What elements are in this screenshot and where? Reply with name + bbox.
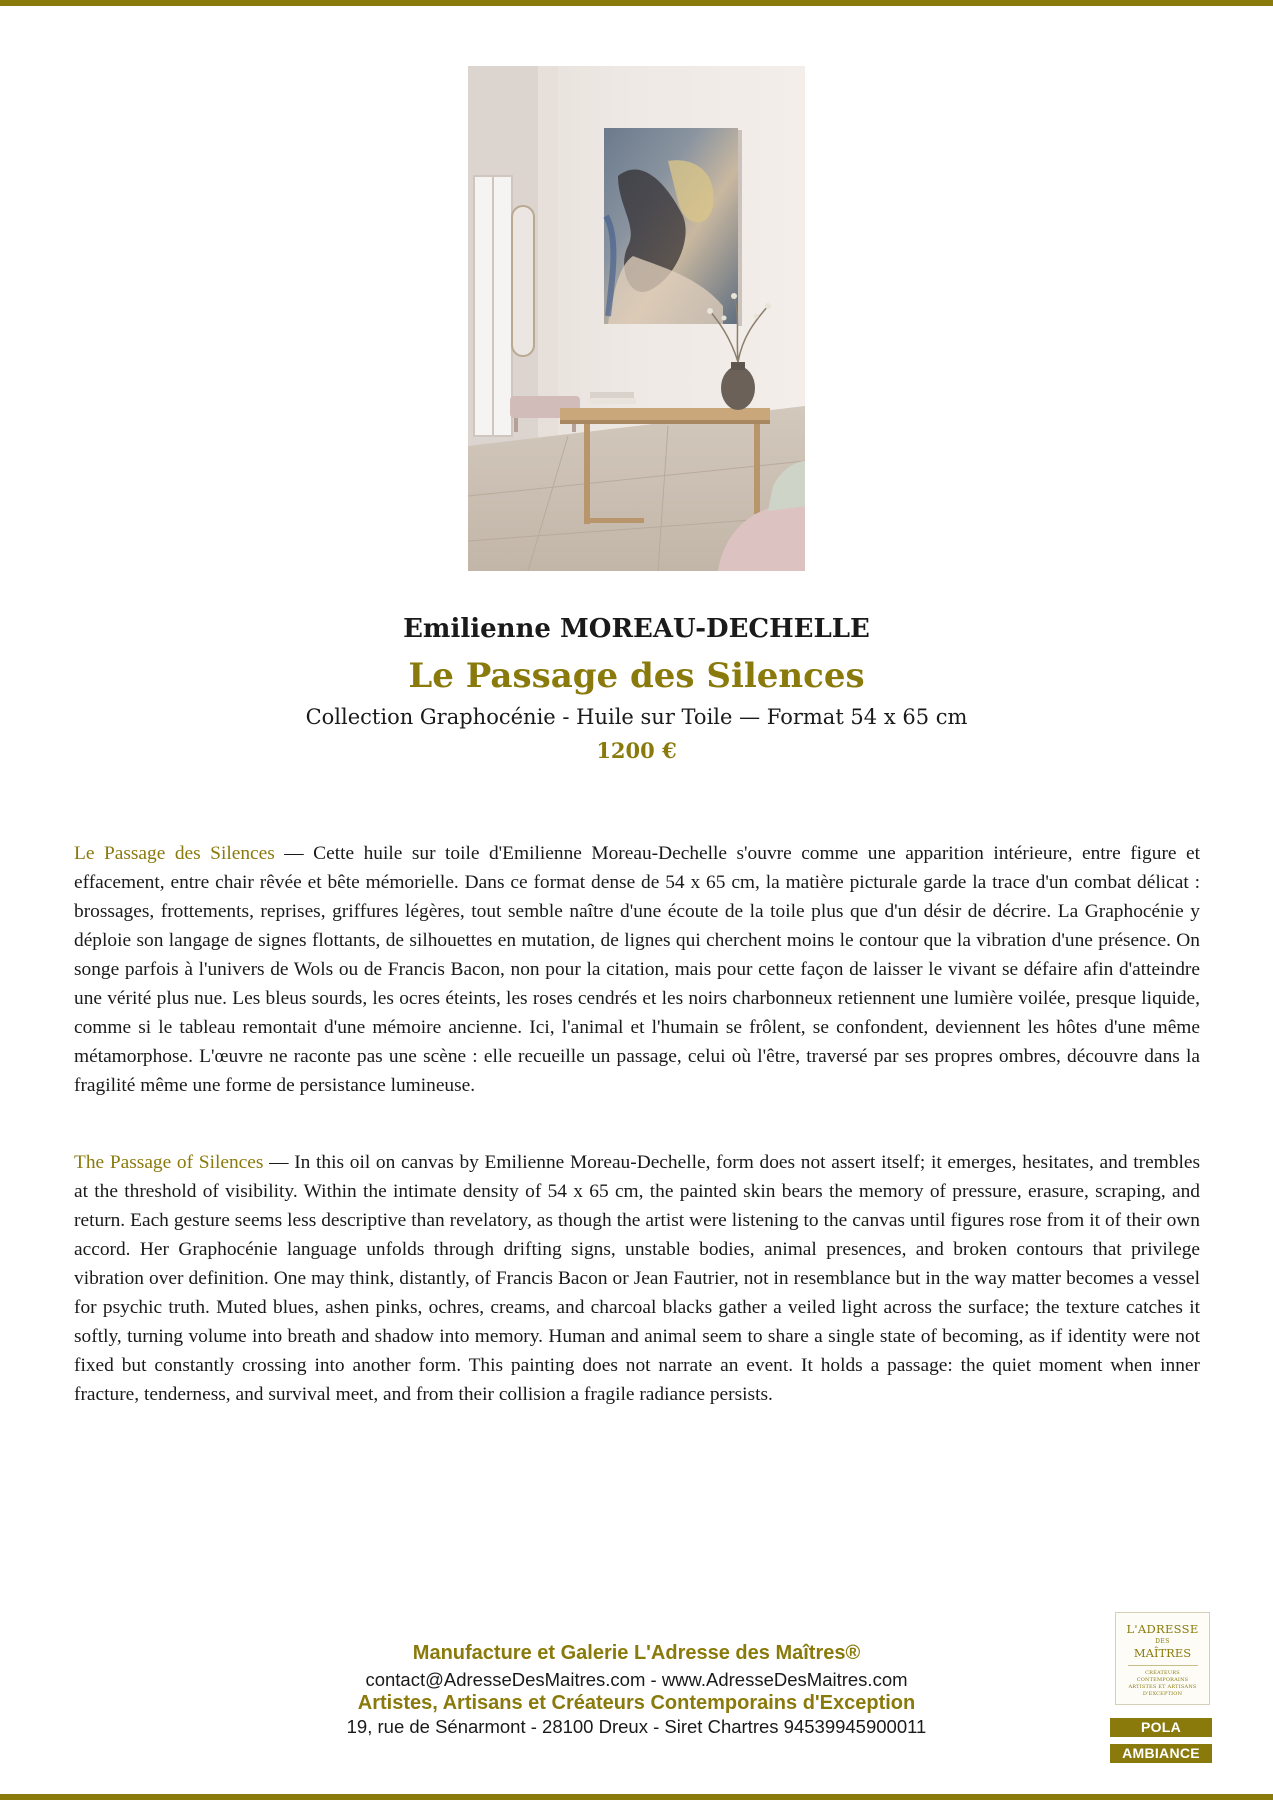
artwork-details: Collection Graphocénie - Huile sur Toile — Format 54 x 65 cm <box>305 705 968 729</box>
logo-line-1: L'ADRESSE <box>1126 1622 1199 1636</box>
artist-name: Emilienne MOREAU-DECHELLE <box>403 614 870 644</box>
logo-line-4: CRÉATEURS CONTEMPORAINS ARTISTES ET ARTISANS D'EXCEPTION <box>1128 1670 1197 1697</box>
footer-tagline: Artistes, Artisans et Créateurs Contemporains d'Exception <box>357 1692 916 1714</box>
footer-contact: contact@AdresseDesMaitres.com - www.AdresseDesMaitres.com <box>365 1669 908 1690</box>
logo-divider <box>1128 1665 1198 1666</box>
artwork-room-photo <box>468 66 805 571</box>
description-english <box>74 1148 1200 1409</box>
logo-line-2: DES <box>1155 1638 1170 1645</box>
footer-gallery-name: Manufacture et Galerie L'Adresse des Maîtres® <box>412 1642 861 1664</box>
artwork-price: 1200 € <box>596 738 677 763</box>
bottom-border <box>0 1794 1273 1800</box>
description-french-lead: Le Passage des Silences <box>74 843 275 864</box>
description-french <box>74 839 1200 1100</box>
tag-ambiance: AMBIANCE <box>1110 1744 1212 1763</box>
description-english-text: — In this oil on canvas by Emilienne Moreau-Dechelle, form does not assert itself; it emerges, hesitates, and trembles at the threshold of visibility. Within the intimate density of 54 x 65 cm, the painted skin bears the memory of pressure, erasure, scraping, and return. Each gesture seems less descriptive than revelatory, as though the artist were listening to the canvas until figures rose from it of their own accord. Her Graphocénie language unfolds through drifting signs, unstable bodies, animal presences, and broken contours that privilege vibration over definition. One may think, distantly, of Francis Bacon or Jean Fautrier, not in resemblance but in the way matter becomes a vessel for psychic truth. Muted blues, ashen pinks, ochres, creams, and charcoal blacks gather a veiled light across the surface; the texture catches it softly, turning volume into breath and shadow into memory. Human and animal seem to share a single state of becoming, as if identity were not fixed but constantly crossing into another form. This painting does not narrate an event. It holds a passage: the quiet moment when inner fracture, tenderness, and survival meet, and from their collision a fragile radiance persists. <box>74 1152 1200 1405</box>
artwork-title: Le Passage des Silences <box>408 656 865 696</box>
tag-pola: POLA <box>1110 1718 1212 1737</box>
top-border <box>0 0 1273 6</box>
logo-line-3: MAÎTRES <box>1133 1646 1192 1660</box>
description-english-lead: The Passage of Silences <box>74 1152 264 1173</box>
footer-address: 19, rue de Sénarmont - 28100 Dreux - Siret Chartres 94539945900011 <box>346 1716 927 1737</box>
gallery-logo <box>1115 1612 1210 1705</box>
room-scene-image <box>468 66 805 571</box>
description-french-text: — Cette huile sur toile d'Emilienne Moreau-Dechelle s'ouvre comme une apparition intérieure, entre figure et effacement, entre chair rêvée et bête mémorielle. Dans ce format dense de 54 x 65 cm, la matière picturale garde la trace d'un combat délicat : brossages, frottements, reprises, griffures légères, tout semble naître d'une écoute de la toile plus que d'un désir de décrire. La Graphocénie y déploie son langage de signes flottants, de silhouettes en mutation, de lignes qui cherchent moins le contour que la vibration d'une présence. On songe parfois à l'univers de Wols ou de Francis Bacon, non pour la citation, mais pour cette façon de laisser le vivant se défaire afin d'atteindre une vérité plus nue. Les bleus sourds, les ocres éteints, les roses cendrés et les noirs charbonneux retiennent une lumière voilée, presque liquide, comme si le tableau remontait d'une mémoire ancienne. Ici, l'animal et l'humain se frôlent, se confondent, deviennent les hôtes d'une même métamorphose. L'œuvre ne raconte pas une scène : elle recueille un passage, celui où l'être, traversé par ses propres ombres, découvre dans la fragilité même une forme de persistance lumineuse. <box>74 843 1201 1096</box>
